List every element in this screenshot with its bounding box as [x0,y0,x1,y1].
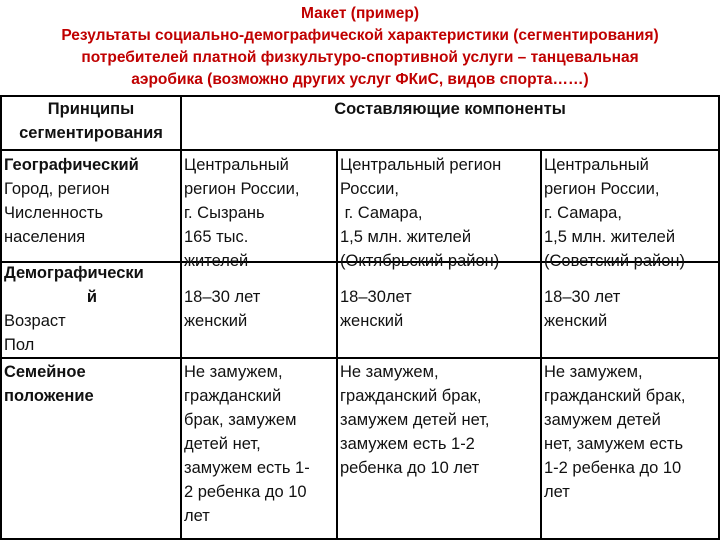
segmentation-table [0,95,720,540]
table-divider-col2 [336,151,338,540]
demo-cell-2: 18–30лет женский [340,288,412,330]
row-divider-demo [0,357,720,359]
geo-cell-2: Центральный регион России, г. Самара, 1,5 млн. жителей (Октябрьский район) [340,156,502,270]
heading-line-2: Результаты социально-демографической характеристики (сегментирования) [61,27,659,44]
table-divider-col1 [180,95,182,540]
heading-line-4: аэробика (возможно других услуг ФКиС, видов спорта……) [131,71,589,88]
row-divider-header [0,149,720,151]
header-principles: Принципы сегментирования [19,100,163,142]
document-heading [0,0,720,96]
table-divider-col3 [540,151,542,540]
geo-cell-3: Центральный регион России, г. Самара, 1,5 млн. жителей (Советский район) [544,156,686,270]
demo-cell-1: 18–30 лет женский [184,288,261,330]
geo-label: Географический Город, регион Численность населения [4,156,139,246]
table-border-left [0,95,2,540]
demo-label: Демографически й Возраст Пол [4,264,144,354]
geo-cell-1: Центральный регион России, г. Сызрань 165 тыс. жителей [184,156,300,270]
family-cell-1: Не замужем, гражданский брак, замужем детей нет, замужем есть 1- 2 ребенка до 10 лет [184,363,310,525]
family-label: Семейное положение [4,363,94,405]
family-cell-2: Не замужем, гражданский брак, замужем детей нет, замужем есть 1-2 ребенка до 10 лет [340,363,490,477]
heading-line-3: потребителей платной физкультуро-спортивной услуги – танцевальная [81,49,639,66]
heading-line-1: Макет (пример) [300,5,420,22]
demo-cell-3: 18–30 лет женский [544,288,621,330]
family-cell-3: Не замужем, гражданский брак, замужем детей нет, замужем есть 1-2 ребенка до 10 лет [544,363,686,501]
header-components: Составляющие компоненты [334,100,566,118]
